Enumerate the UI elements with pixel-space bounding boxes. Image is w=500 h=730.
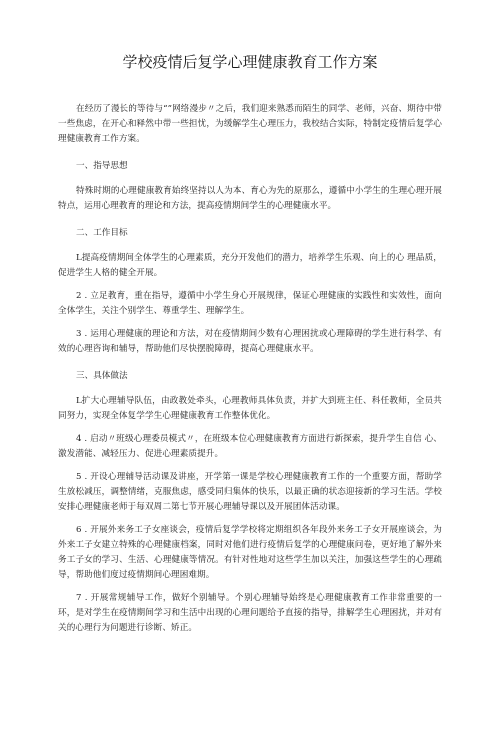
method-item-7: 7 . 开展常规辅导工作，做好个别辅导。个别心理辅导始终是心理健康教育工作非常重要的一环，是对学生在疫情期间学习和生活中出现的心理问题给予直接的指导，排解学生心理困扰，并对有关的心理行为问题进行诊断、矫正。	[58, 593, 442, 633]
method-item-1: L扩大心理辅导队伍，由政教处牵头，心理教师具体负责，并扩大到班主任、科任教师，全员共同努力，实现全体复学学生心理健康教育工作整体优化。	[58, 396, 442, 421]
method-item-4: 4 . 启动〃班级心理委员模式〃，在班级本位心理健康教育方面进行新探索，提升学生自信 心、激发潜能、减轻压力、促进心理素质提升。	[58, 434, 442, 459]
goal-item-1: L提高疫情期间全体学生的心理素质，充分开发他们的潜力，培养学生乐观、向上的心 理品质，促进学生人格的健全开展。	[58, 253, 442, 278]
method-item-6: 6 . 开展外来务工子女座谈会，疫情后复学学校将定期组织各年段外来务工子女开展座谈会，为外来工子女建立特殊的心理健康档案，同时对他们进行疫情后复学的心理健康问卷，更好地了解外来务工子女的学习、生活、心理健康等情况。有针对性地对这些学生加以关注，加强这些学生的心理疏导，帮助他们度过疫情期间心理困难期。	[58, 525, 442, 580]
section-heading-work-goals: 二、工作目标	[76, 228, 128, 238]
section-heading-specific-methods: 三、具体做法	[76, 371, 128, 381]
goal-item-3: 3 . 运用心理健康的理论和方法，对在疫情期间少数有心理困扰或心理障碍的学生进行科学、有效的心理咨询和辅导，帮助他们尽快摆脱障碍，提高心理健康水平。	[58, 329, 442, 354]
section-heading-guiding-thought: 一、指导思想	[76, 161, 128, 171]
goal-item-2: 2 . 立足教育，重在指导，遵循中小学生身心开展规律，保证心理健康的实践性和实效性，面向全体学生，关注个别学生、尊重学生、理解学生。	[58, 291, 442, 316]
guiding-thought-paragraph: 特殊时期的心理健康教育始终坚持以人为本、育心为先的原那么，遵循中小学生的生理心理开展特点，运用心理教育的理论和方法，提高疫情期间学生的心理健康水平。	[58, 186, 442, 211]
intro-paragraph: 在经历了漫长的等待与“”网络漫步〃之后，我们迎来熟悉而陌生的同学、老师，兴奋、期待中带一些焦虑，在开心和释然中带一些担忧，为缓解学生心理压力，我校结合实际，特制定疫情后复学心理健康教育工作方案。	[58, 104, 442, 144]
document-title: 学校疫情后复学心理健康教育工作方案	[122, 53, 378, 71]
method-item-5: 5 . 开设心理辅导活动课及讲座，开学第一课是学校心理健康教育工作的一个重要方面，帮助学生放松减压，调整情绪，克服焦虑，感受同归集体的快乐，以最正确的状态迎接新的学习生活。学校安排心理健康老师于每双周二第七节开展心理辅导课以及开展团体活动课。	[58, 472, 442, 512]
